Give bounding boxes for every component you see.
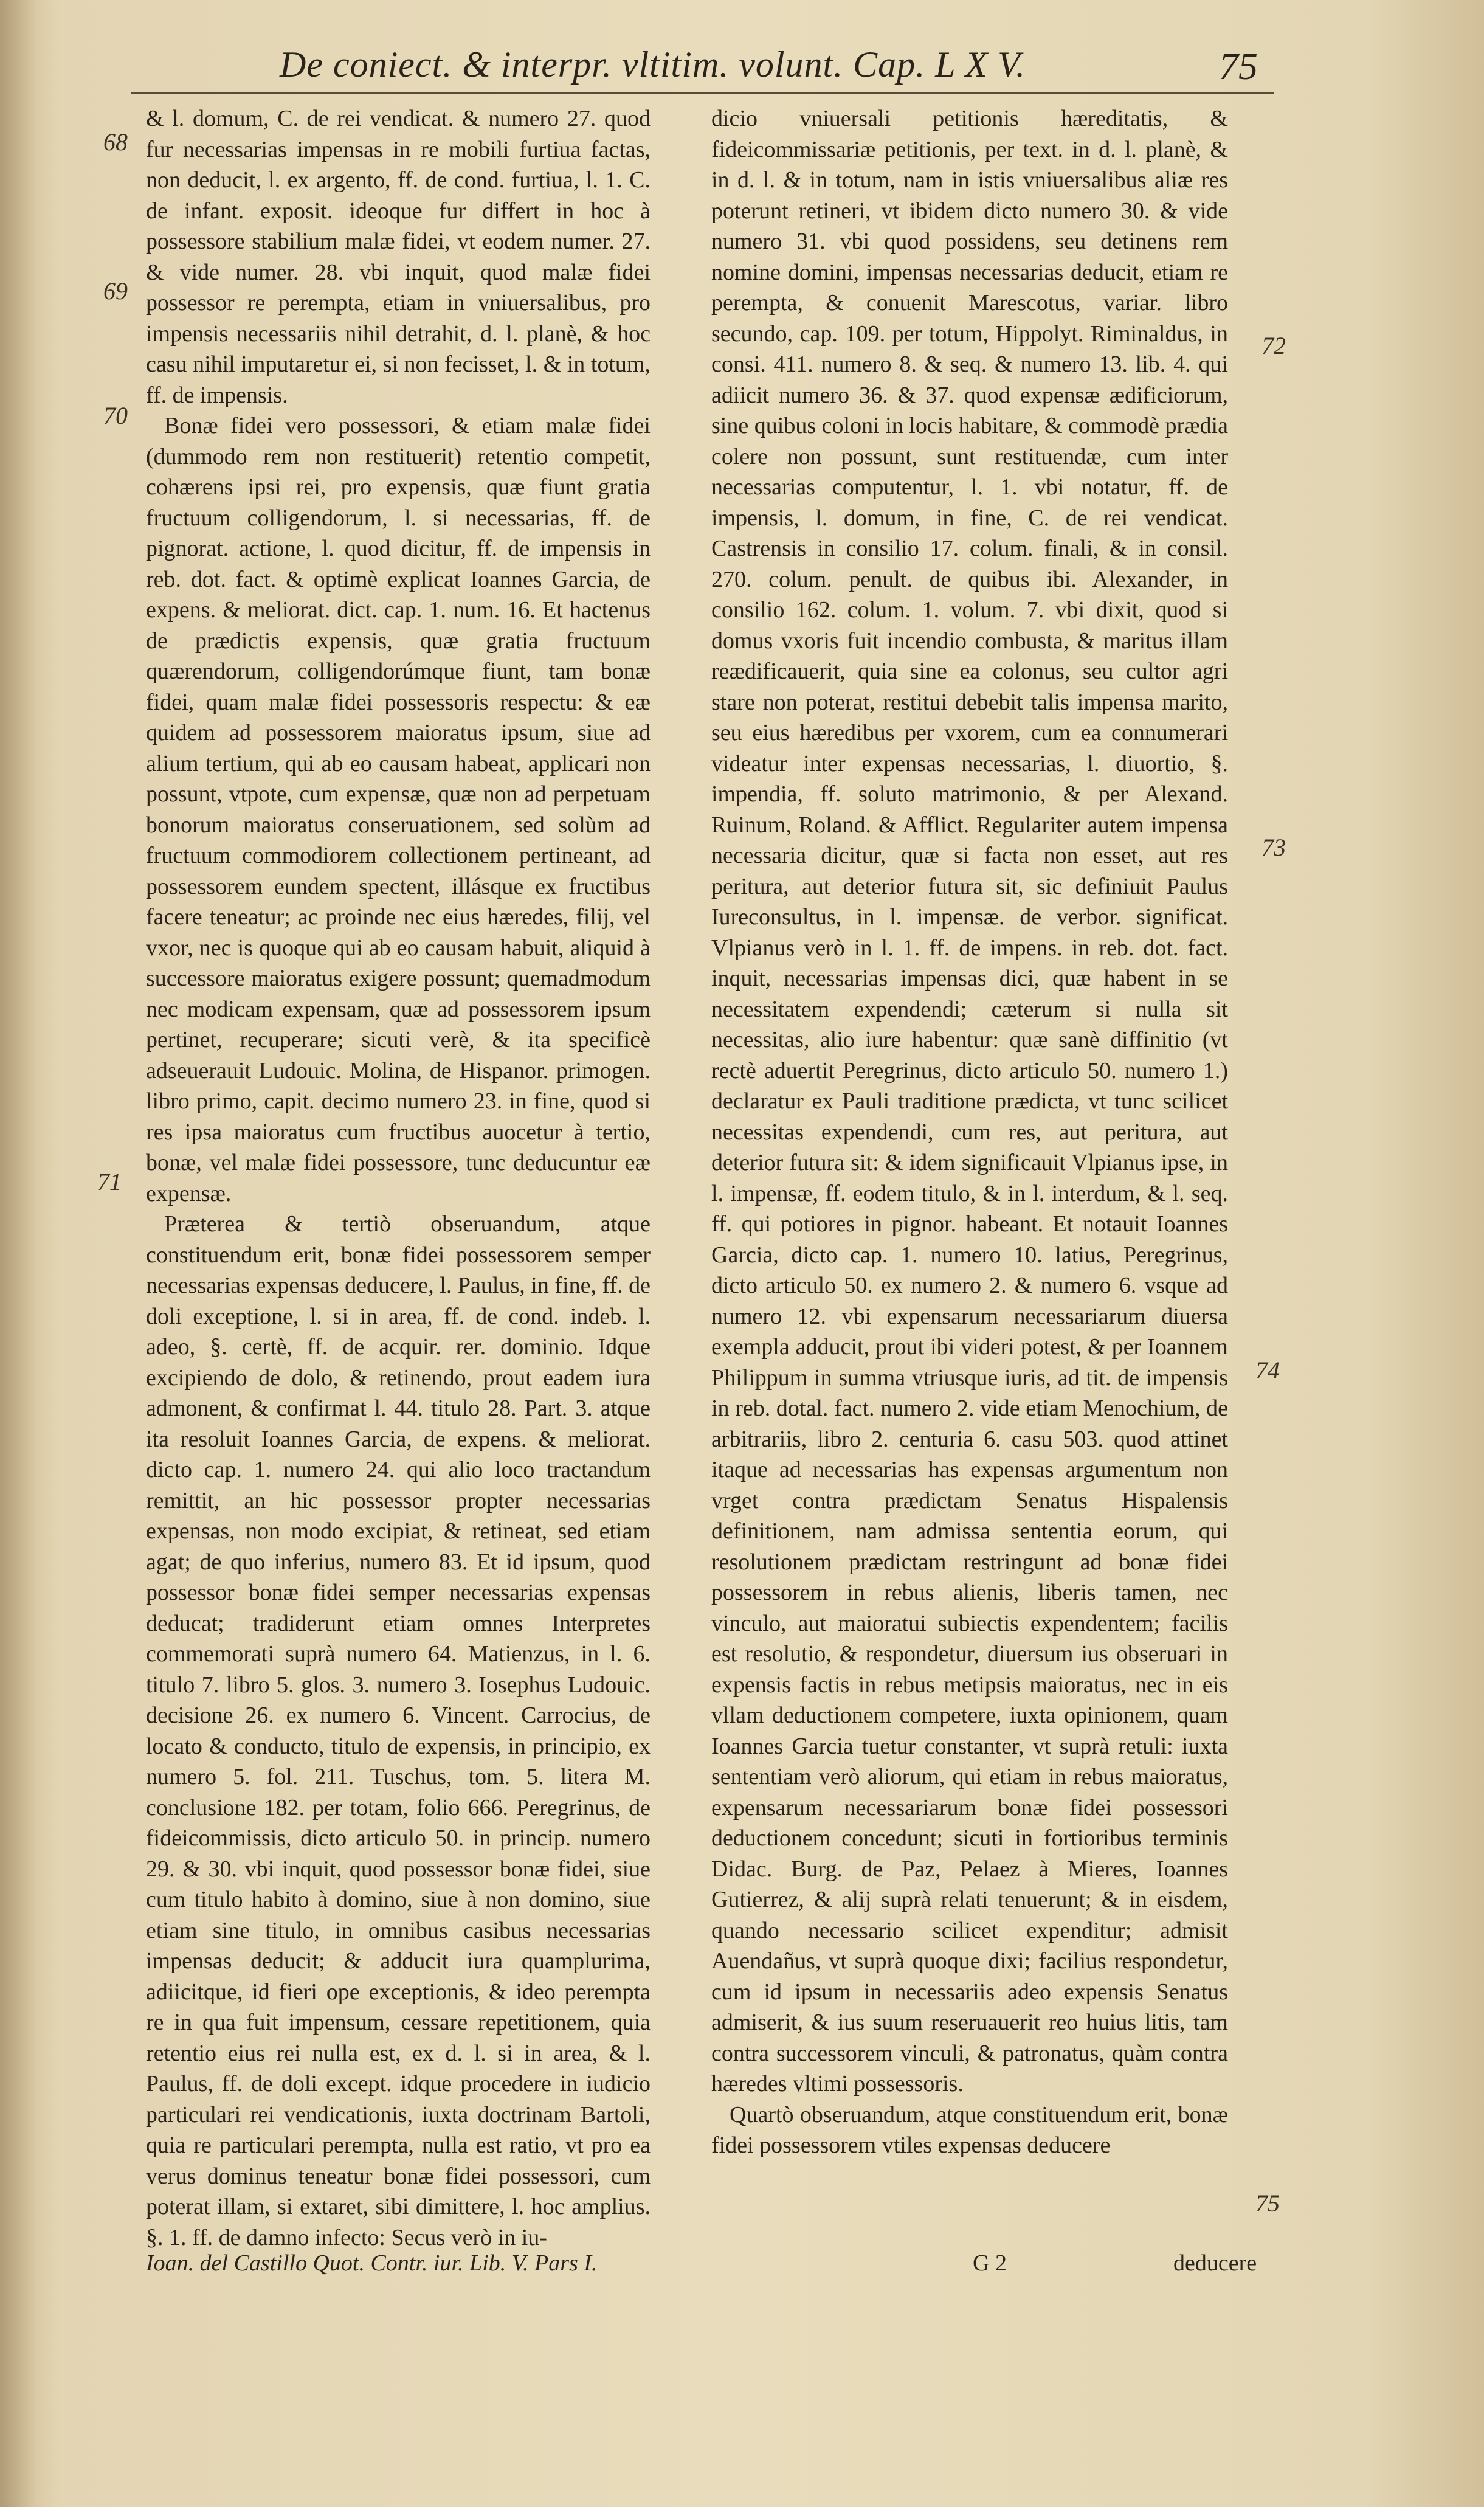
margin-number-69: 69 — [103, 277, 128, 305]
margin-number-74: 74 — [1255, 1357, 1280, 1384]
signature-mark: G 2 — [973, 2250, 1007, 2276]
header-rule — [131, 92, 1274, 94]
right-paragraph-2: Quartò obseruandum, atque constituendum erit, bonæ fidei possessorem vtiles expensas deducere — [711, 2101, 1228, 2158]
left-paragraph-3: Præterea & tertiò obseruandum, atque constituendum erit, bonæ fidei possessorem semper necessarias expensas deducere, l. Paulus, in fine, ff. de doli exceptione, l. si in area, ff. de cond. indeb. l. adeo, §. certè, ff. de acquir. rer. dominio. Idque excipiendo de dolo, & retinendo, prout eadem iura admonent, & confirmat l. 44. titulo 28. Part. 3. atque ita resoluit Ioannes Garcia, de expens. & meliorat. dicto cap. 1. numero 24. qui alio loco tractandum remittit, an hic possessor propter necessarias expensas, non modo excipiat, & retineat, sed etiam agat; de quo inferius, numero 83. Et id ipsum, quod possessor bonæ fidei semper necessarias expensas deducat; tradiderunt etiam omnes Interpretes commemorati suprà numero 64. Matienzus, in l. 6. titulo 7. libro 5. glos. 3. numero 3. Iosephus Ludouic. decisione 26. ex numero 6. Vincent. Carrocius, de locato & conducto, titulo de expensis, in principio, ex numero 5. fol. 211. Tuschus, tom. 5. litera M. conclusione 182. per totam, folio 666. Peregrinus, de fideicommissis, dicto articulo 50. in princip. numero 29. & 30. vbi inquit, quod possessor bonæ fidei, siue cum titulo habito à domino, siue à non domino, siue etiam sine titulo, in omnibus casibus necessarias impensas deducit; & adducit iura quamplurima, adiicitque, id fieri ope exceptionis, & ideo perempta re in qua fuit impensum, cessare repetitionem, quia retentio eius rei nulla est, ex d. l. si in area, & l. Paulus, ff. de doli except. idque procedere in iudicio particulari rei vendicationis, iuxta doctrinam Bartoli, quia re particulari perempta, nulla est ratio, vt pro ea verus dominus teneatur bonæ fidei possessori, cum poterat illam, si extaret, sibi dimittere, l. hoc amplius. §. 1. ff. de damno infecto: Secus verò in iu- — [146, 1211, 651, 2250]
margin-number-71: 71 — [97, 1168, 122, 1195]
page-edge-shadow — [0, 0, 36, 2507]
margin-number-72: 72 — [1261, 332, 1286, 359]
margin-number-73: 73 — [1261, 834, 1286, 861]
catchword: deducere — [1173, 2250, 1257, 2276]
left-column — [146, 103, 651, 2253]
margin-number-70: 70 — [103, 402, 128, 429]
margin-number-75: 75 — [1255, 2190, 1280, 2217]
right-column — [711, 103, 1228, 2161]
left-paragraph-1: & l. domum, C. de rei vendicat. & numero 27. quod fur necessarias impensas in re mobili furtiua factas, non deducit, l. ex argento, ff. de cond. furtiua, l. 1. C. de infant. exposit. ideoque fur differt in hoc à possessore stabilium malæ fidei, vt eodem numer. 27. & vide numer. 28. vbi inquit, quod malæ fidei possessor re perempta, etiam in vniuersalibus, pro impensis necessariis nihil detrahit, d. l. planè, & hoc casu nihil imputaretur ei, si non fecisset, l. & in totum, ff. de impensis. — [146, 106, 651, 408]
footer-imprint: Ioan. del Castillo Quot. Contr. iur. Lib. V. Pars I. — [146, 2250, 598, 2276]
right-paragraph-1: dicio vniuersali petitionis hæreditatis, & fideicommissariæ petitionis, per text. in d. l. planè, & in d. l. & in totum, nam in istis vniuersalibus aliæ res poterunt retineri, vt ibidem dicto numero 30. & vide numero 31. vbi quod possidens, seu detinens rem nomine domini, impensas necessarias deducit, etiam re perempta, & conuenit Marescotus, variar. libro secundo, cap. 109. per totum, Hippolyt. Riminaldus, in consi. 411. numero 8. & seq. & numero 13. lib. 4. qui adiicit numero 36. & 37. quod expensæ ædificiorum, sine quibus coloni in locis habitare, & commodè prædia colere non possunt, sunt restituendæ, cum inter necessarias computentur, l. 1. vbi notatur, ff. de impensis, l. domum, in fine, C. de rei vendicat. Castrensis in consilio 17. colum. finali, & in consil. 270. colum. penult. de quibus ibi. Alexander, in consilio 162. colum. 1. volum. 7. vbi dixit, quod si domus vxoris fuit incendio combusta, & maritus illam reædificauerit, quia sine ea colonus, seu cultor agri stare non poterat, restitui debebit talis impensa marito, seu eius hæredibus per vxorem, cum ea connumerari videatur inter expensas necessarias, l. diuortio, §. impendia, ff. soluto matrimonio, & per Alexand. Ruinum, Roland. & Afflict. Regulariter autem impensa necessaria dicitur, quæ si facta non esset, aut res peritura, aut deterior futura sit, sic definiuit Paulus Iureconsultus, in l. impensæ. de verbor. significat. Vlpianus verò in l. 1. ff. de impens. in reb. dot. fact. inquit, necessarias impensas dici, quæ habent in se necessitatem expendendi; cæterum si nulla sit necessitas, alio iure habentur: quæ sanè diffinitio (vt rectè aduertit Peregrinus, dicto articulo 50. numero 1.) declaratur ex Pauli traditione prædicta, vt tunc scilicet necessitas expendendi, cum res, aut peritura, aut deterior futura sit: & idem significauit Vlpianus ipse, in l. impensæ, ff. eodem titulo, & in l. interdum, & l. seq. ff. qui potiores in pignor. habeant. Et notauit Ioannes Garcia, dicto cap. 1. numero 10. latius, Peregrinus, dicto articulo 50. ex numero 2. & numero 6. vsque ad numero 12. vbi expensarum necessariarum diuersa exempla adducit, prout ibi videri potest, & per Ioannem Philippum in summa vtriusque iuris, ad tit. de impensis in reb. dotal. fact. numero 2. vide etiam Menochium, de arbitrariis, libro 2. centuria 6. casu 503. quod attinet itaque ad necessarias has expensas argumentum non vrget contra prædictam Senatus Hispalensis definitionem, nam admissa sententia eorum, qui resolutionem prædictam restringunt ad bonæ fidei possessorem in rebus alienis, liberis tamen, nec vinculo, aut maioratui subiectis expendentem; facilis est resolutio, & respondetur, diuersum ius obseruari in expensis factis in rebus metipsis maioratus, nec in eis vllam deductionem competere, iuxta opinionem, quam Ioannes Garcia tuetur constanter, vt suprà retuli: iuxta sententiam verò aliorum, qui etiam in rebus maioratus, expensarum necessariarum bonæ fidei possessori deductionem concedunt; sicuti in fortioribus terminis Didac. Burg. de Paz, Pelaez à Mieres, Ioannes Gutierrez, & alij suprà relati tenuerunt; & in eisdem, quando necessario scilicet expenditur; admisit Auendañus, vt suprà quoque dixi; facilius respondetur, cum id ipsum in necessariis adeo expensis Senatus admiserit, & ius suum reseruauerit reo huius litis, tam contra successorem vinculi, & patronatus, quàm contra hæredes vltimi possessoris. — [711, 106, 1228, 2097]
left-paragraph-2: Bonæ fidei vero possessori, & etiam malæ fidei (dummodo rem non restituerit) retentio competit, cohærens ipsi rei, pro expensis, quæ fiunt gratia fructuum colligendorum, l. si necessarias, ff. de pignorat. actione, l. quod dicitur, ff. de impensis in reb. dot. fact. & optimè explicat Ioannes Garcia, de expens. & meliorat. dict. cap. 1. num. 16. Et hactenus de prædictis expensis, quæ gratia fructuum quærendorum, colligendorúmque fiunt, tam bonæ fidei, quam malæ fidei possessoris respectu: & eæ quidem ad possessorem maioratus ipsum, siue ad alium tertium, qui ab eo causam habeat, applicari non possunt, vtpote, cum expensæ, quæ non ad perpetuam bonorum maioratus conseruationem, sed solùm ad fructuum commodiorem collectionem pertineant, ad possessorem eundem spectent, illásque ex fructibus facere teneatur; ac proinde nec eius hæredes, filij, vel vxor, nec is quoque qui ab eo causam habuit, aliquid à successore maioratus exigere possunt; quemadmodum nec modicam expensam, quæ ad possessorem ipsum pertinet, recuperare; sicuti verè, & ita specificè adseuerauit Ludouic. Molina, de Hispanor. primogen. libro primo, capit. decimo numero 23. in fine, quod si res ipsa maioratus cum fructibus auocetur à tertio, bonæ, vel malæ fidei possessore, tunc deducuntur eæ expensæ. — [146, 413, 651, 1206]
running-title: De coniect. & interpr. vltitim. volunt. Cap. L X V. — [280, 44, 1026, 85]
page-number: 75 — [1219, 44, 1258, 88]
running-header — [280, 44, 1277, 92]
margin-number-68: 68 — [103, 128, 128, 156]
